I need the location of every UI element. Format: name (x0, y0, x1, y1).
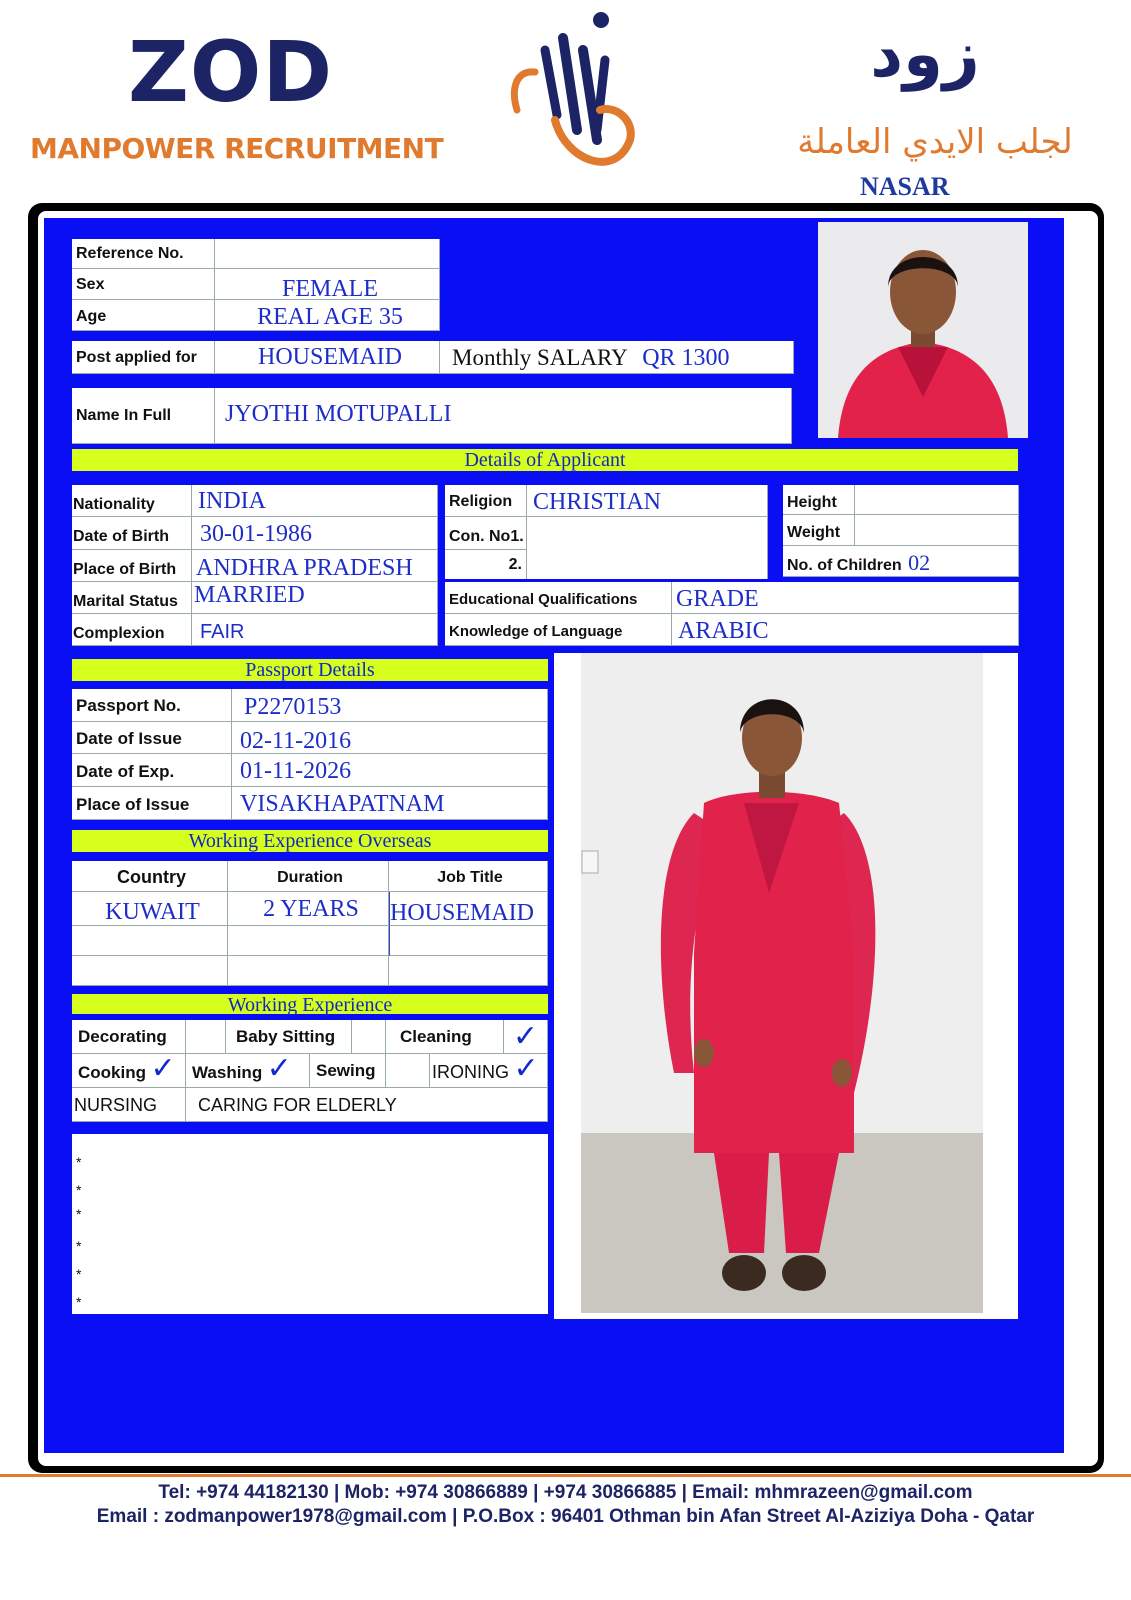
skill-cooking-cell (72, 1054, 186, 1088)
note-bullet: * (76, 1238, 82, 1254)
passport-no-value: P2270153 (232, 689, 548, 722)
education-table (445, 582, 1019, 646)
religion-table (445, 485, 768, 579)
language-value: ARABIC (672, 614, 1019, 646)
note-bullet: * (76, 1294, 82, 1310)
skill-cleaning: Cleaning (386, 1020, 504, 1054)
expiry-date-label: Date of Exp. (72, 754, 232, 787)
checkmark-icon: ✓ (150, 1054, 176, 1086)
skill-decorating-check (186, 1020, 226, 1054)
reference-value (215, 239, 440, 269)
skill-sewing-check (386, 1054, 430, 1088)
notes-box (72, 1134, 548, 1314)
brand-subtitle: MANPOWER RECRUITMENT (30, 132, 444, 165)
overseas-table (72, 861, 548, 986)
issue-place-value: VISAKHAPATNAM (232, 787, 548, 820)
dob-label: Date of Birth (72, 517, 192, 550)
col-duration: Duration (228, 861, 389, 892)
children-row (783, 546, 1019, 577)
skill-elderly-care: CARING FOR ELDERLY (186, 1088, 548, 1122)
passport-header: Passport Details (72, 659, 548, 681)
salary-cell (440, 341, 794, 374)
overseas-empty-cell (389, 956, 548, 986)
sex-value: FEMALE (215, 269, 440, 300)
footer-contact-line1: Tel: +974 44182130 | Mob: +974 30866889 | +974 30866885 | Email: mhmrazeen@gmail.com (158, 1482, 973, 1503)
sex-label: Sex (72, 269, 215, 300)
dob-value: 30-01-1986 (192, 517, 438, 550)
note-bullet: * (76, 1266, 82, 1282)
issue-place-label: Place of Issue (72, 787, 232, 820)
expiry-date-value: 01-11-2026 (232, 754, 548, 787)
passport-no-label: Passport No. (72, 689, 232, 722)
details-left-table (72, 485, 438, 646)
nationality-label: Nationality (72, 485, 192, 517)
post-value: HOUSEMAID (215, 341, 440, 374)
weight-label: Weight (783, 515, 855, 546)
height-label: Height (783, 485, 855, 515)
marital-value: MARRIED (192, 582, 438, 614)
pob-value: ANDHRA PRADESH (192, 550, 438, 582)
complexion-value: FAIR (192, 614, 438, 646)
name-value: JYOTHI MOTUPALLI (215, 388, 792, 444)
top-info-table (72, 239, 440, 331)
name-row (72, 388, 792, 444)
nationality-value: INDIA (192, 485, 438, 517)
footer-contact-line2: Email : zodmanpower1978@gmail.com | P.O.Box : 96401 Othman bin Afan Street Al-Aziziya Doha - Qatar (96, 1506, 1035, 1527)
skill-washing-cell (186, 1054, 310, 1088)
overseas-empty-cell (228, 926, 389, 956)
overseas-duration: 2 YEARS (228, 892, 389, 926)
pob-label: Place of Birth (72, 550, 192, 582)
education-label: Educational Qualifications (445, 582, 672, 614)
portrait-image (818, 222, 1028, 438)
overseas-empty-cell (228, 956, 389, 986)
overseas-country: KUWAIT (72, 892, 228, 926)
full-body-image (554, 653, 1018, 1319)
education-value: GRADE (672, 582, 1019, 614)
checkmark-icon: ✓ (504, 1020, 548, 1054)
passport-table (72, 689, 548, 820)
language-label: Knowledge of Language (445, 614, 672, 646)
children-value: 02 (908, 550, 931, 575)
religion-label: Religion (445, 485, 527, 517)
skill-ironing: IRONING (432, 1062, 510, 1082)
height-value (855, 485, 1019, 515)
skills-table (72, 1020, 548, 1122)
salary-label: Monthly SALARY (452, 345, 628, 370)
overseas-empty-cell (389, 926, 548, 956)
weight-value (855, 515, 1019, 546)
checkmark-icon: ✓ (266, 1054, 292, 1086)
overseas-empty-cell (72, 926, 228, 956)
children-label: No. of Children (787, 557, 902, 574)
religion-value: CHRISTIAN (527, 485, 768, 517)
skill-nursing: NURSING (72, 1088, 186, 1122)
skill-sewing: Sewing (310, 1054, 386, 1088)
contact1-label: Con. No1. (445, 517, 527, 550)
contact2-label: 2. (445, 550, 527, 579)
col-country: Country (72, 861, 228, 892)
overseas-header: Working Experience Overseas (72, 830, 548, 852)
logo-mark (505, 10, 645, 185)
skill-decorating: Decorating (72, 1020, 186, 1054)
post-row (72, 341, 794, 374)
agent-name: NASAR (860, 172, 950, 201)
note-bullet: * (76, 1182, 82, 1198)
age-value: REAL AGE 35 (215, 300, 440, 331)
experience-header: Working Experience (72, 994, 548, 1014)
name-label: Name In Full (72, 388, 215, 444)
salary-value: QR 1300 (642, 345, 730, 371)
arabic-brand: زود (870, 18, 980, 92)
skill-cooking: Cooking (78, 1063, 146, 1082)
details-header: Details of Applicant (72, 449, 1018, 471)
marital-label: Marital Status (72, 582, 192, 614)
skill-ironing-cell (430, 1054, 548, 1088)
checkmark-icon: ✓ (513, 1054, 539, 1086)
portrait-photo (818, 222, 1028, 438)
brand-name: ZOD (128, 23, 334, 121)
contact-value (527, 517, 768, 579)
footer-divider (0, 1474, 1131, 1477)
note-bullet: * (76, 1206, 82, 1222)
overseas-job: HOUSEMAID (389, 892, 548, 926)
physical-table (783, 485, 1019, 577)
overseas-empty-cell (72, 956, 228, 986)
post-label: Post applied for (72, 341, 215, 374)
age-label: Age (72, 300, 215, 331)
issue-date-label: Date of Issue (72, 722, 232, 754)
complexion-label: Complexion (72, 614, 192, 646)
issue-date-value: 02-11-2016 (232, 722, 548, 754)
skill-washing: Washing (192, 1063, 263, 1082)
reference-label: Reference No. (72, 239, 215, 269)
arabic-subtitle: لجلب الايدي العاملة (797, 122, 1073, 162)
skill-baby-sitting: Baby Sitting (226, 1020, 352, 1054)
note-bullet: * (76, 1154, 82, 1170)
col-job-title: Job Title (389, 861, 548, 892)
skill-baby-sitting-check (352, 1020, 386, 1054)
full-body-photo (554, 653, 1018, 1319)
